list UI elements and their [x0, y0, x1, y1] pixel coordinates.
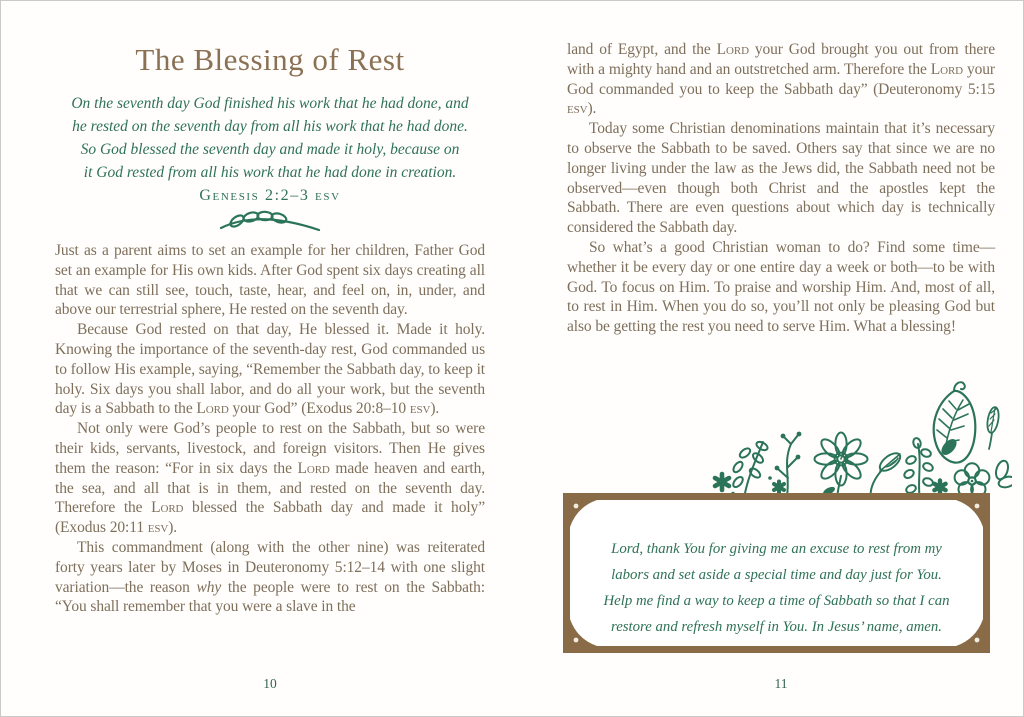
scripture-quote — [55, 92, 485, 184]
text-run: Lord — [196, 400, 229, 418]
text-run: ). — [430, 400, 440, 418]
text-line: restore and refresh myself in You. In Jesus’ name, amen. — [611, 619, 942, 635]
text-run: Because God rested on that day, He blessed it. Made it holy. Knowing the importance of the seventh-day rest, God commanded us to follow His example, saying, “Remember the Sabbath day, to keep it holy. Six days you shall labor, and do all your work, but the seventh day is a Sabbath to the — [55, 321, 485, 418]
text-run: This commandment (along with the other nine) was reiterated forty years later by Moses in Deuteronomy 5:12–14 with one slight variation—the reason — [55, 538, 485, 596]
page-number-left: 10 — [263, 676, 277, 691]
text-run: your God commanded you to keep the Sabbath day” (Deuteronomy 5:15 — [567, 60, 995, 98]
paragraph — [55, 320, 485, 419]
text-run: the people were to rest on the Sabbath: “You shall remember that you were a slave in the — [55, 578, 485, 616]
text-run: blessed the Sabbath day and made it holy” (Exodus 20:11 — [55, 499, 485, 537]
tiny-solid-flower-icon — [768, 476, 784, 492]
text-run: Lord — [716, 41, 749, 58]
text-run: your God” (Exodus 20:8–10 — [228, 400, 410, 418]
text-line: So God blessed the seventh day and made it holy, because on — [80, 141, 460, 158]
text-run: esv — [147, 519, 169, 537]
text-run: Lord — [151, 499, 184, 517]
text-run: ). — [587, 100, 597, 118]
paragraph — [567, 40, 995, 119]
text-run: esv — [409, 400, 431, 418]
daisy-outline-icon — [955, 463, 990, 496]
text-run: made heaven and earth, the sea, and all that is in them, and rested on the seventh day. Therefore the — [55, 459, 486, 517]
leaf-sprig-flourish-icon — [55, 206, 485, 236]
text-run: Lord — [297, 459, 330, 477]
right-body-text — [567, 40, 995, 337]
loop-flower-icon — [994, 459, 1012, 489]
chapter-title: The Blessing of Rest — [135, 42, 405, 77]
paragraph — [567, 119, 995, 238]
text-run: land of Egypt, and the — [567, 41, 717, 58]
text-run: Lord — [930, 60, 964, 78]
text-run: why — [196, 578, 222, 596]
leaf-sprig-flourish-svg — [215, 206, 325, 236]
text-line: On the seventh day God finished his work that he had done, and — [71, 95, 469, 112]
text-run: Not only were God’s people to rest on the Sabbath, but so were their kids, servants, livestock, and foreign visitors. Then He gives them the reason: “For in six days the — [55, 420, 485, 477]
text-line: Help me find a way to keep a time of Sabbath so that I can — [603, 593, 950, 609]
page-number-right: 11 — [774, 676, 788, 691]
prayer-text — [581, 536, 972, 640]
paragraph — [55, 419, 485, 538]
floral-doodle-illustration — [700, 370, 1012, 500]
text-line: labors and set aside a special time and day just for You. — [611, 567, 942, 583]
text-run: ). — [168, 519, 178, 537]
paragraph — [567, 238, 995, 337]
right-page — [567, 40, 995, 337]
paragraph — [55, 538, 485, 617]
text-line: it God rested from all his work that he had done in creation. — [83, 164, 457, 181]
leafy-sprig-icon — [731, 440, 769, 498]
text-run: Just as a parent aims to set an example for her children, Father God set an example for His own kids. After God spent six days creating all that we can still see, touch, taste, hear, and feel on, in, under, and above our terrestrial sphere, He rested on the seventh day. — [55, 242, 485, 319]
feather-leaf-icon — [934, 382, 976, 462]
daisy-spiral-icon — [815, 433, 868, 501]
text-run: So what’s a good Christian woman to do? Find some time—whether it be every day or one entire day a week or both—to be with God. To focus on Him. To praise and worship Him. And, most of all, to rest in Him. When you do so, you’ll not only be pleasing God but also be getting the rest you need to serve Him. What a blessing! — [567, 238, 995, 336]
text-run: your God brought you out from there with a mighty hand and an outstretched arm. Therefore the — [567, 41, 995, 78]
left-body-text — [55, 241, 485, 617]
small-feather-icon — [986, 406, 1001, 449]
paragraph — [55, 241, 485, 320]
leafy-branch-icon — [903, 437, 934, 500]
text-run: Today some Christian denominations maintain that it’s necessary to observe the Sabbath to be saved. Others say that since we are no longer living under the law as the Jews did, the Sabbath need not be observed—even though both Christ and the apostles kept the Sabbath. There are even questions about which day is technically considered the Sabbath day. — [567, 120, 995, 237]
text-run: esv — [567, 100, 588, 118]
solid-flower-icon — [934, 481, 945, 494]
scripture-reference: Genesis 2:2–3 esv — [199, 187, 341, 204]
floral-doodle-svg — [700, 370, 1012, 500]
text-line: Lord, thank You for giving me an excuse to rest from my — [611, 541, 942, 557]
left-page — [55, 42, 485, 617]
text-line: he rested on the seventh day from all his work that he had done. — [72, 118, 468, 135]
solid-flower-icon — [715, 474, 729, 490]
